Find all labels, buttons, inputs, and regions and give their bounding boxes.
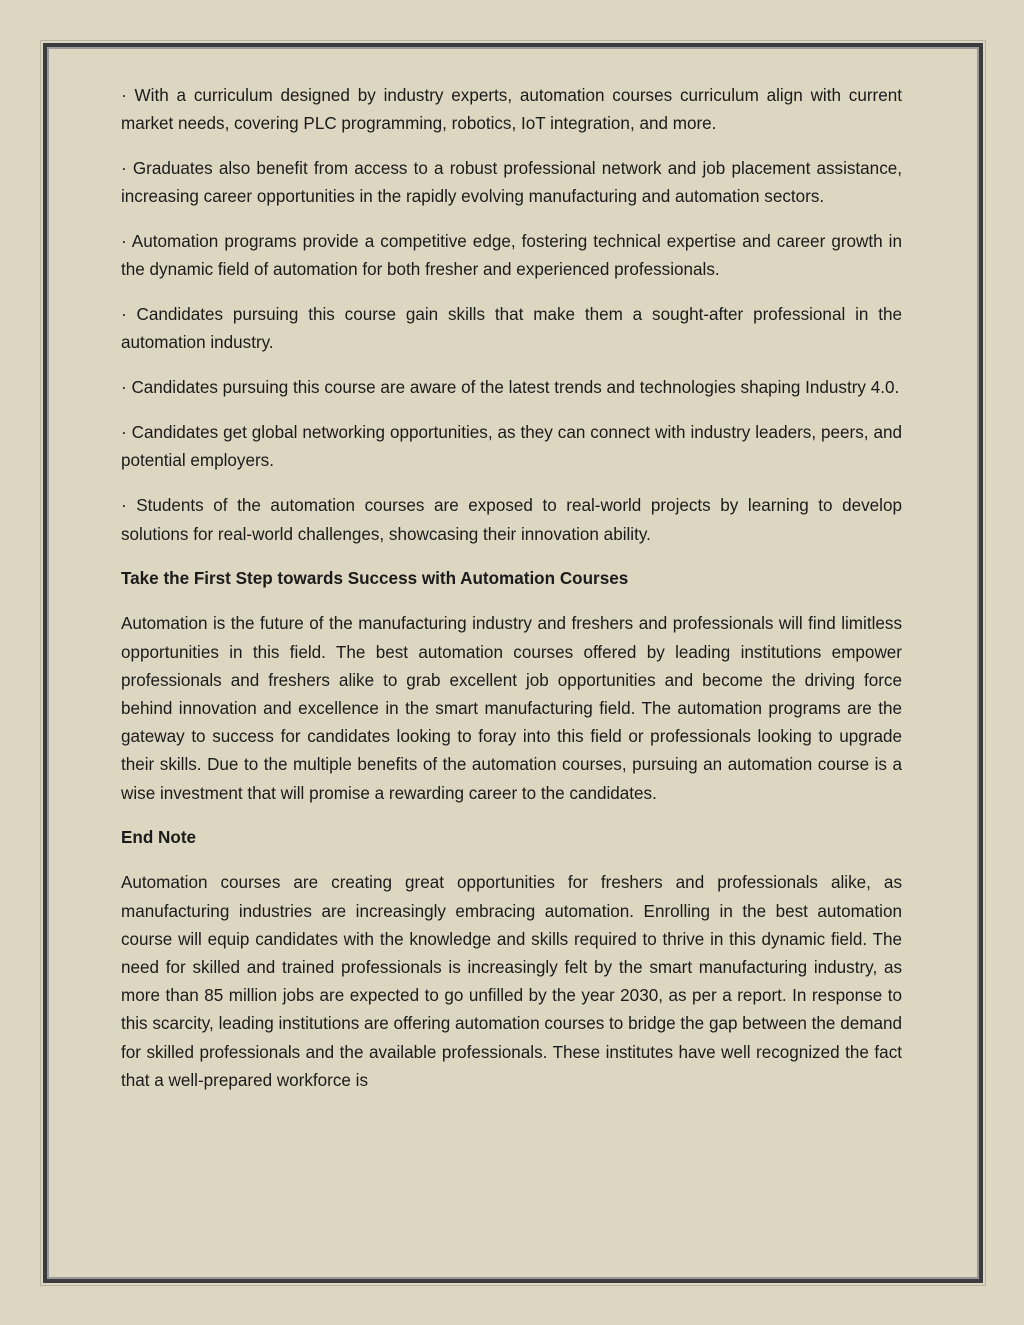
section-paragraph-end-note: Automation courses are creating great opportunities for freshers and professionals alike, as manufacturing industries are increasingly embracing automation. Enrolling in the best automation course will equip candidates with the knowledge and skills required to thrive in this dynamic field. The need for skilled and trained professionals is increasingly felt by the smart manufacturing industry, as more than 85 million jobs are expected to go unfilled by the year 2030, as per a report. In response to this scarcity, leading institutions are offering automation courses to bridge the gap between the demand for skilled professionals and the available professionals. These institutes have well recognized the fact that a well-prepared workforce is — [121, 873, 902, 1090]
bullet-item: · Automation programs provide a competitive edge, fostering technical expertise and career growth in the dynamic field of automation for both fresher and experienced professionals. — [121, 232, 902, 280]
bullet-item: · Candidates pursuing this course are aware of the latest trends and technologies shaping Industry 4.0. — [121, 378, 900, 398]
document-body — [121, 82, 902, 1112]
bullet-item: · With a curriculum designed by industry experts, automation courses curriculum align with current market needs, covering PLC programming, robotics, IoT integration, and more. — [121, 86, 902, 134]
bullet-item: · Candidates pursuing this course gain skills that make them a sought-after professional in the automation industry. — [121, 305, 902, 353]
bullet-item: · Students of the automation courses are exposed to real-world projects by learning to develop solutions for real-world challenges, showcasing their innovation ability. — [121, 496, 902, 544]
section-paragraph-first-step: Automation is the future of the manufacturing industry and freshers and professionals will find limitless opportunities in this field. The best automation courses offered by leading institutions empower professionals and freshers alike to grab excellent job opportunities and become the driving force behind innovation and excellence in the smart manufacturing field. The automation programs are the gateway to success for candidates looking to foray into this field or professionals looking to upgrade their skills. Due to the multiple benefits of the automation courses, pursuing an automation course is a wise investment that will promise a rewarding career to the candidates. — [121, 614, 902, 803]
bullet-item: · Graduates also benefit from access to a robust professional network and job placement assistance, increasing career opportunities in the rapidly evolving manufacturing and automation sectors. — [121, 159, 902, 207]
bullet-item: · Candidates get global networking opportunities, as they can connect with industry leaders, peers, and potential employers. — [121, 423, 902, 471]
section-heading-end-note: End Note — [121, 828, 197, 848]
section-heading-first-step: Take the First Step towards Success with Automation Courses — [121, 569, 629, 589]
